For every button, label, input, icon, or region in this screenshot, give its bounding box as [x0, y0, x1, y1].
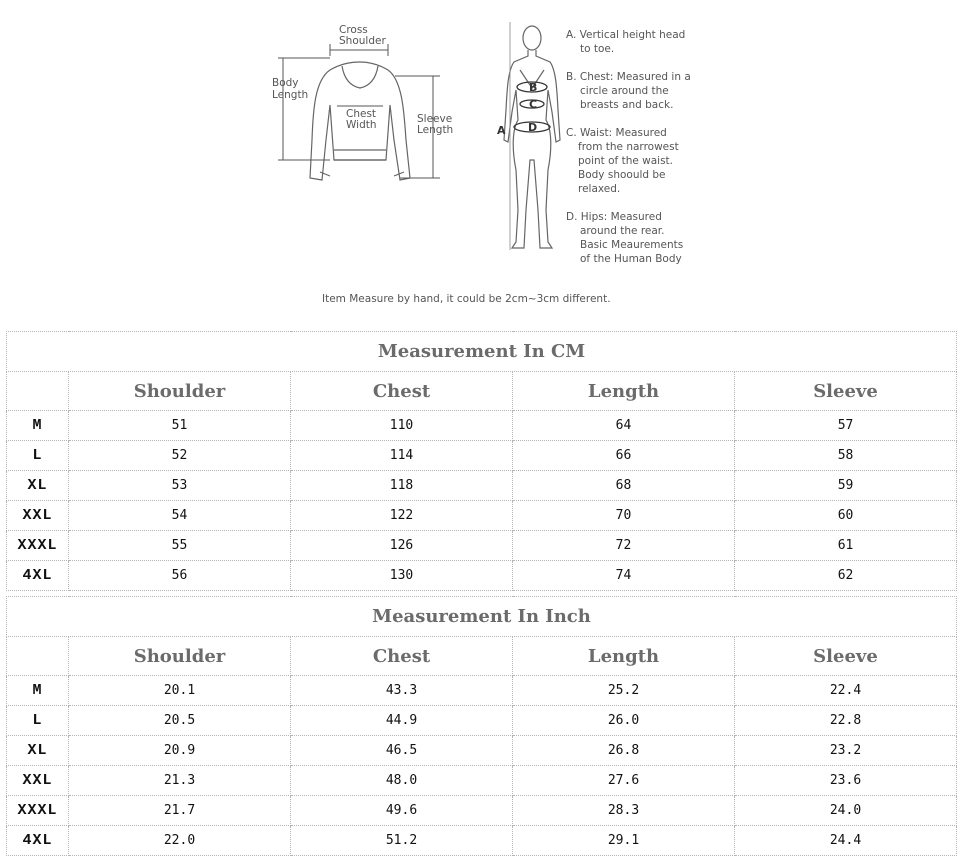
table-header-row — [7, 372, 957, 411]
chest-value: 110 — [291, 411, 513, 441]
size-label: L — [7, 706, 69, 736]
measurement-table-inch — [6, 596, 957, 856]
table-title: Measurement In Inch — [7, 597, 957, 637]
size-label: M — [7, 676, 69, 706]
shoulder-value: 20.5 — [69, 706, 291, 736]
length-value: 70 — [513, 501, 735, 531]
human-body-illustration — [504, 26, 560, 248]
shoulder-value: 51 — [69, 411, 291, 441]
size-label: XL — [7, 471, 69, 501]
table-row — [7, 706, 957, 736]
size-label: XXL — [7, 766, 69, 796]
table-header-row — [7, 637, 957, 676]
sleeve-value: 62 — [735, 561, 957, 591]
length-value: 66 — [513, 441, 735, 471]
table-title: Measurement In CM — [7, 332, 957, 372]
note-a-line-2: to toe. — [580, 43, 615, 55]
sleeve-value: 23.6 — [735, 766, 957, 796]
header-length: Length — [513, 372, 735, 411]
table-row — [7, 766, 957, 796]
note-b-line-2: circle around the — [580, 85, 669, 97]
chest-width-label-line-1: Chest — [346, 108, 377, 120]
disclaimer-text: Item Measure by hand, it could be 2cm~3cm different. — [322, 293, 611, 305]
length-value: 72 — [513, 531, 735, 561]
length-value: 64 — [513, 411, 735, 441]
size-label: 4XL — [7, 561, 69, 591]
table-title-row — [7, 332, 957, 372]
length-value: 68 — [513, 471, 735, 501]
chest-value: 44.9 — [291, 706, 513, 736]
chest-value: 130 — [291, 561, 513, 591]
body-measure-markers — [510, 22, 550, 250]
length-value: 28.3 — [513, 796, 735, 826]
table-row — [7, 411, 957, 441]
shoulder-value: 53 — [69, 471, 291, 501]
table-row — [7, 501, 957, 531]
sleeve-value: 23.2 — [735, 736, 957, 766]
sleeve-length-label-line-1: Sleeve — [417, 113, 453, 125]
sleeve-value: 24.4 — [735, 826, 957, 856]
cross-shoulder-label-line-2: Shoulder — [339, 35, 386, 47]
size-label: XL — [7, 736, 69, 766]
note-b-line-3: breasts and back. — [580, 99, 674, 111]
marker-b-label: B — [529, 81, 538, 94]
size-label: XXL — [7, 501, 69, 531]
table-row — [7, 471, 957, 501]
length-value: 25.2 — [513, 676, 735, 706]
sleeve-value: 57 — [735, 411, 957, 441]
shoulder-value: 20.1 — [69, 676, 291, 706]
table-row — [7, 561, 957, 591]
table-row — [7, 676, 957, 706]
length-value: 29.1 — [513, 826, 735, 856]
chest-value: 118 — [291, 471, 513, 501]
table-row — [7, 826, 957, 856]
chest-value: 51.2 — [291, 826, 513, 856]
length-value: 26.0 — [513, 706, 735, 736]
header-shoulder: Shoulder — [69, 372, 291, 411]
table-row — [7, 736, 957, 766]
note-d-line-1: D. Hips: Measured — [566, 211, 662, 223]
sleeve-value: 22.4 — [735, 676, 957, 706]
sleeve-value: 24.0 — [735, 796, 957, 826]
table-row — [7, 796, 957, 826]
chest-value: 114 — [291, 441, 513, 471]
marker-c-label: C — [529, 98, 538, 111]
header-sleeve: Sleeve — [735, 637, 957, 676]
header-blank — [7, 637, 69, 676]
size-label: L — [7, 441, 69, 471]
chest-value: 122 — [291, 501, 513, 531]
chest-value: 126 — [291, 531, 513, 561]
sleeve-value: 61 — [735, 531, 957, 561]
note-d-line-2: around the rear. — [580, 225, 665, 237]
sleeve-value: 58 — [735, 441, 957, 471]
size-label: XXXL — [7, 531, 69, 561]
shoulder-value: 20.9 — [69, 736, 291, 766]
sleeve-value: 59 — [735, 471, 957, 501]
shoulder-value: 21.7 — [69, 796, 291, 826]
length-value: 26.8 — [513, 736, 735, 766]
shoulder-value: 54 — [69, 501, 291, 531]
note-a-line-1: A. Vertical height head — [566, 29, 686, 41]
measurement-table-cm — [6, 331, 957, 591]
chest-value: 43.3 — [291, 676, 513, 706]
note-c-line-3: point of the waist. — [578, 155, 674, 167]
size-label: M — [7, 411, 69, 441]
note-c-line-4: Body shoould be — [578, 169, 666, 181]
chest-width-label-line-2: Width — [346, 119, 377, 131]
header-shoulder: Shoulder — [69, 637, 291, 676]
marker-d-label: D — [528, 121, 538, 134]
note-c-line-1: C. Waist: Measured — [566, 127, 667, 139]
table-row — [7, 531, 957, 561]
cross-shoulder-label-line-1: Cross — [339, 24, 368, 36]
sleeve-length-label-line-2: Length — [417, 124, 454, 136]
shoulder-value: 21.3 — [69, 766, 291, 796]
chest-value: 49.6 — [291, 796, 513, 826]
table-title-row — [7, 597, 957, 637]
chest-value: 48.0 — [291, 766, 513, 796]
header-length: Length — [513, 637, 735, 676]
shoulder-value: 22.0 — [69, 826, 291, 856]
body-length-label-line-1: Body — [272, 77, 299, 89]
length-value: 27.6 — [513, 766, 735, 796]
header-blank — [7, 372, 69, 411]
sleeve-value: 60 — [735, 501, 957, 531]
marker-a-label: A — [497, 124, 506, 137]
chest-value: 46.5 — [291, 736, 513, 766]
sleeve-value: 22.8 — [735, 706, 957, 736]
note-c-line-5: relaxed. — [578, 183, 621, 195]
size-label: 4XL — [7, 826, 69, 856]
measurement-notes — [566, 29, 691, 265]
note-b-line-1: B. Chest: Measured in a — [566, 71, 691, 83]
body-length-label-line-2: Length — [272, 89, 309, 101]
header-chest: Chest — [291, 637, 513, 676]
size-label: XXXL — [7, 796, 69, 826]
table-row — [7, 441, 957, 471]
header-sleeve: Sleeve — [735, 372, 957, 411]
note-d-line-3: Basic Meaurements — [580, 239, 684, 251]
shoulder-value: 52 — [69, 441, 291, 471]
note-d-line-4: of the Human Body — [580, 253, 682, 265]
shoulder-value: 55 — [69, 531, 291, 561]
note-c-line-2: from the narrowest — [578, 141, 679, 153]
size-guide-diagram — [0, 0, 962, 325]
length-value: 74 — [513, 561, 735, 591]
shoulder-value: 56 — [69, 561, 291, 591]
header-chest: Chest — [291, 372, 513, 411]
